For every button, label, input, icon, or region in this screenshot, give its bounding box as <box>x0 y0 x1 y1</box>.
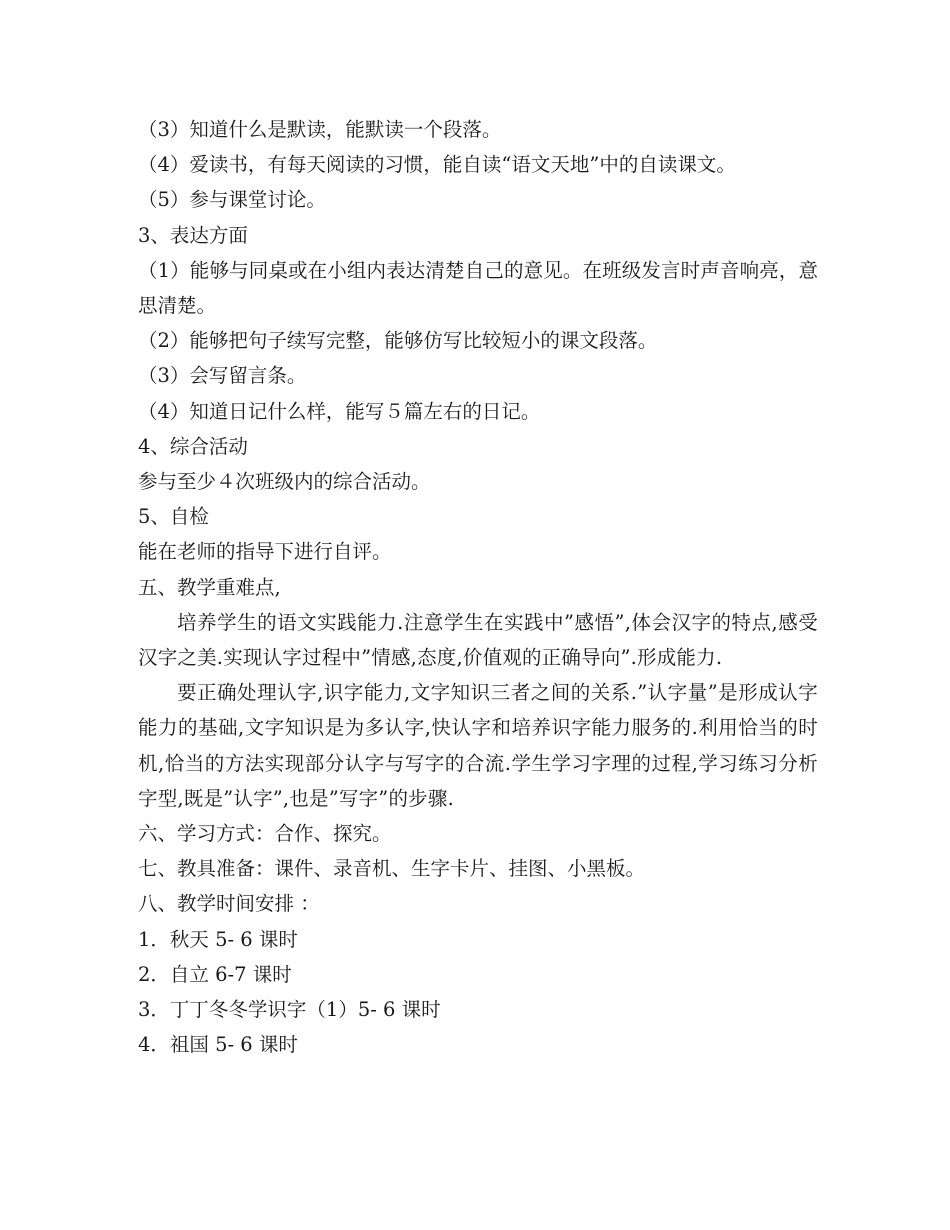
section-heading: 5、自检 <box>138 505 209 529</box>
text-line: （3）知道什么是默读，能默读一个段落。 <box>138 118 502 141</box>
section-heading: 六、学习方式：合作、探究。 <box>138 822 392 846</box>
section-heading: 4、综合活动 <box>138 434 248 458</box>
section-heading: 八、教学时间安排 ： <box>138 892 320 916</box>
schedule-item: 2．自立 6-7 课时 <box>138 962 292 986</box>
text-line: （3）会写留言条。 <box>138 364 307 388</box>
section-heading: 七、教具准备：课件、录音机、生字卡片、挂图、小黑板。 <box>138 857 646 881</box>
schedule-item: 1．秋天 5- 6 课时 <box>138 927 298 951</box>
body-paragraph: 要正确处理认字,识字能力,文字知识三者之间的关系.”认字量”是形成认字能力的基础,文字知识是为多认字,快认字和培养识字能力服务的.利用恰当的时机,恰当的方法实现部分认字与写字的合流.学生学习字理的过程,学习练习分析字型,既是”认字”,也是”写字”的步骤. <box>138 681 818 810</box>
text-line: （4）知道日记什么样，能写５篇左右的日记。 <box>138 399 541 423</box>
text-line: 参与至少４次班级内的综合活动。 <box>138 470 431 494</box>
body-paragraph: 培养学生的语文实践能力.注意学生在实践中”感悟”,体会汉字的特点,感受汉字之美.实现认字过程中”情感,态度,价值观的正确导向”.形成能力. <box>138 610 818 670</box>
section-heading: 3、表达方面 <box>138 223 248 247</box>
text-line: （2）能够把句子续写完整，能够仿写比较短小的课文段落。 <box>138 329 658 353</box>
text-line: （5）参与课堂讨论。 <box>138 188 326 212</box>
text-paragraph: （1）能够与同桌或在小组内表达清楚自己的意见。在班级发言时声音响亮，意思清楚。 <box>138 258 818 318</box>
text-line: （4）爱读书，有每天阅读的习惯，能自读“语文天地”中的自读课文。 <box>138 153 736 177</box>
text-line: 能在老师的指导下进行自评。 <box>138 540 392 564</box>
document-page <box>138 112 818 1062</box>
section-heading: 五、教学重难点, <box>138 575 281 599</box>
schedule-item: 4．祖国 5- 6 课时 <box>138 1033 298 1057</box>
schedule-item: 3．丁丁冬冬学识字（1）5- 6 课时 <box>138 998 441 1022</box>
